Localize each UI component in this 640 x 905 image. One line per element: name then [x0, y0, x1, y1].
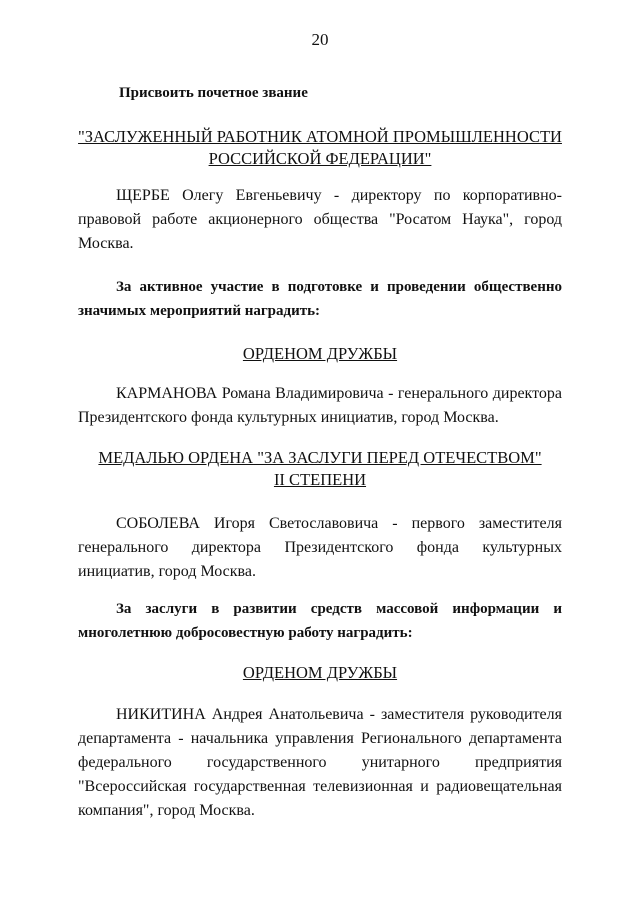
section1-award-line2: РОССИЙСКОЙ ФЕДЕРАЦИИ" [208, 149, 432, 168]
section2-heading: За активное участие в подготовке и проведении общественно значимых мероприятий наградить: [78, 279, 562, 319]
section3-award: ОРДЕНОМ ДРУЖБЫ [242, 663, 398, 682]
section2-award2-line1: МЕДАЛЬЮ ОРДЕНА "ЗА ЗАСЛУГИ ПЕРЕД ОТЕЧЕСТВОМ" [98, 448, 542, 467]
section2-award2-line2: II СТЕПЕНИ [273, 470, 367, 489]
page-number: 20 [311, 30, 329, 49]
section1-heading: Присвоить почетное звание [119, 85, 308, 101]
section3-heading: За заслуги в развитии средств массовой информации и многолетнюю добросовестную работу наградить: [78, 601, 562, 641]
section1-award-line1: "ЗАСЛУЖЕННЫЙ РАБОТНИК АТОМНОЙ ПРОМЫШЛЕННОСТИ [78, 127, 562, 146]
section1-recipient: ЩЕРБЕ Олегу Евгеньевичу - директору по корпоративно-правовой работе акционерного общества "Росатом Наука", город Москва. [78, 187, 562, 252]
section2-recipient2: СОБОЛЕВА Игоря Светославовича - первого заместителя генерального директора Президентского фонда культурных инициатив, город Москва. [78, 515, 562, 580]
section2-award1: ОРДЕНОМ ДРУЖБЫ [242, 344, 398, 363]
section2-recipient1: КАРМАНОВА Романа Владимировича - генерального директора Президентского фонда культурных инициатив, город Москва. [78, 385, 562, 426]
section3-recipient: НИКИТИНА Андрея Анатольевича - заместителя руководителя департамента - начальника управления Регионального департамента федерального государственного унитарного предприятия "Всероссийская государственная телевизионная и радиовещательная компания", город Москва. [78, 706, 562, 819]
